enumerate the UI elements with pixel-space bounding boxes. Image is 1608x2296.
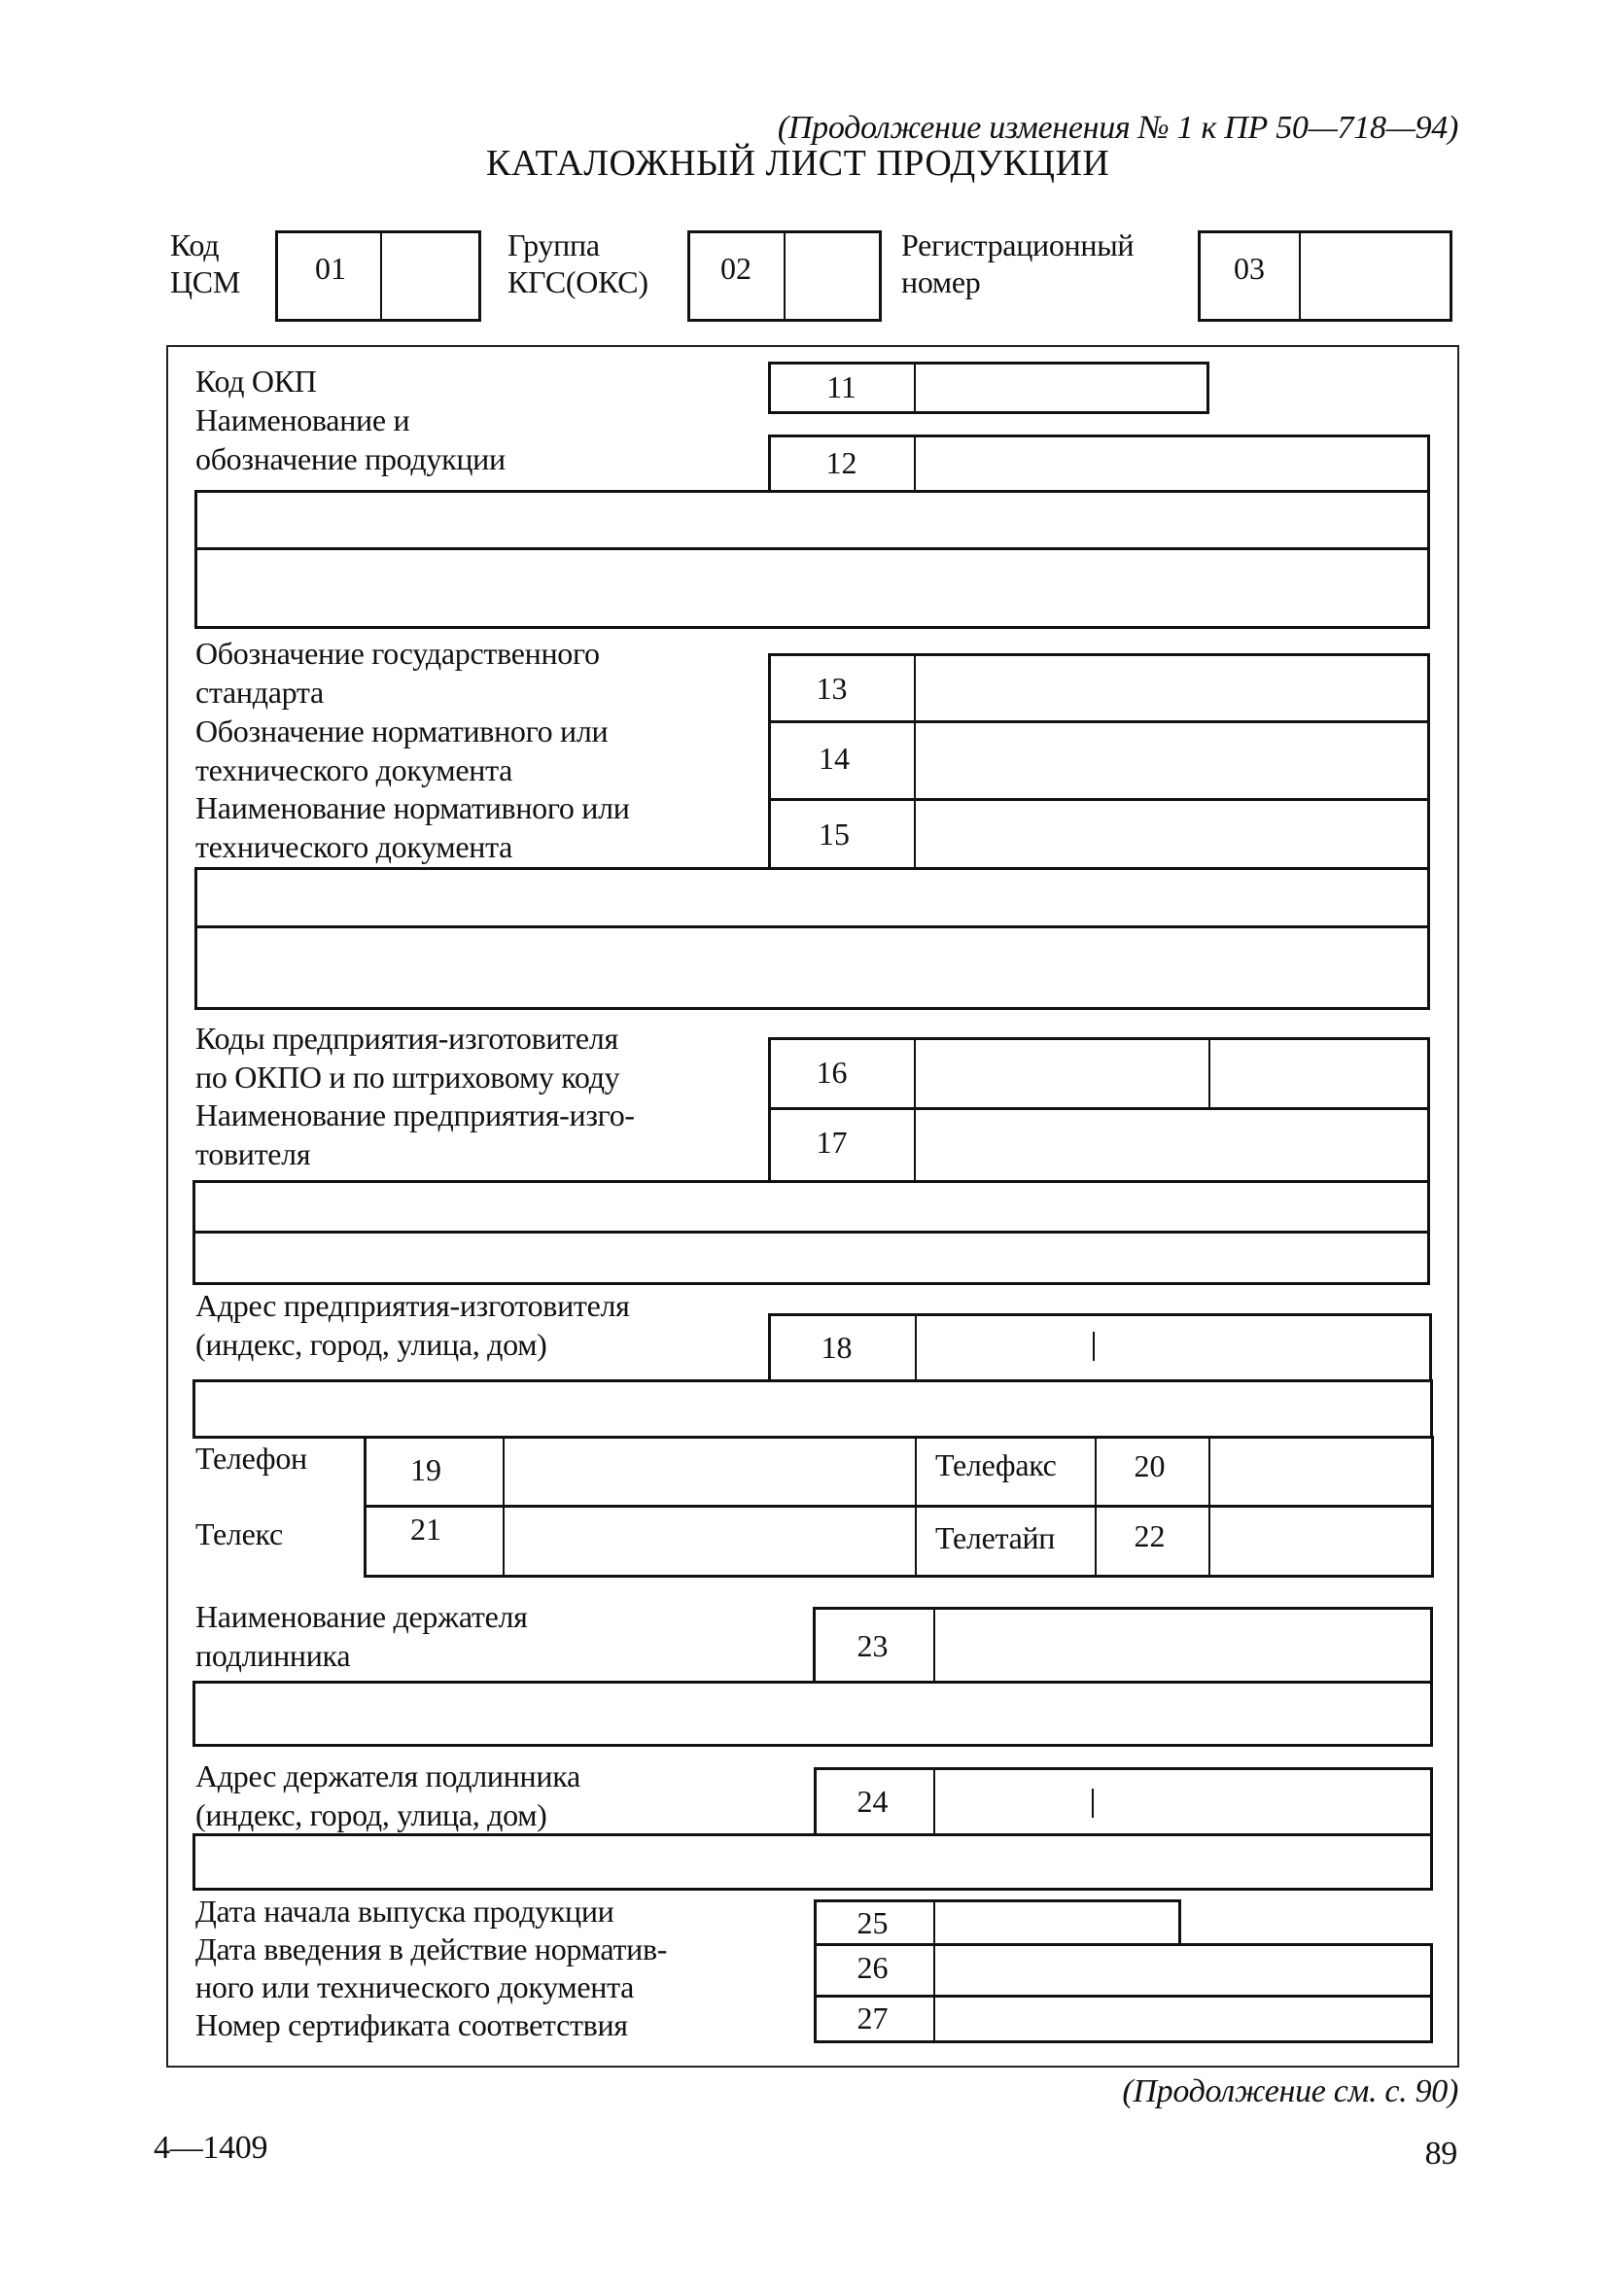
field-15-label-line2: технического документа	[195, 829, 513, 864]
field-21-input[interactable]	[507, 1508, 913, 1575]
field-13-code: 13	[816, 671, 848, 706]
field-02-input[interactable]	[787, 233, 879, 319]
continuation-header: (Продолжение изменения № 1 к ПР 50—718—94)	[777, 110, 1458, 146]
field-25-input[interactable]	[937, 1902, 1178, 1943]
field-27-code: 27	[856, 2000, 889, 2035]
field-15-input[interactable]	[918, 801, 1427, 867]
field-11-input[interactable]	[918, 365, 1206, 411]
field-26-code: 26	[856, 1950, 889, 1985]
field-14-label-line2: технического документа	[195, 752, 513, 787]
field-19-code: 19	[410, 1452, 441, 1487]
field-01-code: 01	[315, 251, 346, 286]
divider	[914, 436, 916, 491]
field-13-input[interactable]	[918, 656, 1427, 720]
field-20-input[interactable]	[1212, 1439, 1431, 1504]
field-14-input[interactable]	[918, 723, 1427, 798]
field-17-input[interactable]	[918, 1110, 1427, 1180]
field-02-label-line1: Группа	[507, 227, 600, 262]
field-23-label-line2: подлинника	[195, 1638, 351, 1673]
field-23-input[interactable]	[937, 1610, 1430, 1681]
field-24-tick-mark	[1092, 1789, 1094, 1818]
field-15-code: 15	[819, 817, 850, 852]
field-24-input[interactable]	[937, 1770, 1430, 1833]
field-21-code: 21	[410, 1512, 441, 1547]
field-25-label: Дата начала выпуска продукции	[195, 1894, 614, 1929]
field-17-label-line2: товителя	[195, 1136, 311, 1171]
divider	[503, 1438, 505, 1576]
field-03-code: 03	[1234, 251, 1265, 286]
divider	[1208, 1438, 1210, 1576]
continuation-footer: (Продолжение см. с. 90)	[1122, 2073, 1458, 2109]
field-23-continuation-row[interactable]	[192, 1681, 1433, 1747]
field-12-continuation-row-1[interactable]	[194, 490, 1430, 550]
field-17-continuation-row-1[interactable]	[192, 1180, 1430, 1234]
field-21-label: Телекс	[195, 1516, 283, 1551]
field-24-label-line2: (индекс, город, улица, дом)	[195, 1797, 547, 1832]
divider	[915, 1438, 917, 1576]
divider	[914, 722, 916, 799]
field-13-label-line2: стандарта	[195, 675, 324, 710]
divider	[914, 655, 916, 721]
field-01-label-line1: Код	[170, 227, 220, 262]
field-18-input[interactable]	[919, 1316, 1429, 1379]
divider	[933, 1769, 935, 1834]
field-24-continuation-row[interactable]	[192, 1833, 1433, 1891]
field-18-code: 18	[821, 1330, 853, 1365]
divider	[784, 233, 786, 319]
field-15-label-line1: Наименование нормативного или	[195, 790, 630, 825]
field-03-label-line2: номер	[901, 264, 981, 299]
field-23-label-line1: Наименование держателя	[195, 1599, 528, 1634]
field-16-okpo-input[interactable]	[918, 1040, 1206, 1107]
field-12-input[interactable]	[918, 437, 1427, 490]
field-24-label-line1: Адрес держателя подлинника	[195, 1758, 580, 1793]
field-16-code: 16	[816, 1055, 848, 1090]
field-23-code: 23	[856, 1628, 889, 1663]
field-15-continuation-row-2[interactable]	[194, 925, 1430, 1010]
field-13-label-line1: Обозначение государственного	[195, 636, 600, 671]
field-03-input[interactable]	[1303, 233, 1450, 319]
page-title: КАТАЛОЖНЫЙ ЛИСТ ПРОДУКЦИИ	[486, 143, 1110, 184]
field-22-label: Телетайп	[935, 1520, 1056, 1555]
field-18-continuation-row[interactable]	[192, 1379, 1433, 1439]
field-27-label: Номер сертификата соответствия	[195, 2007, 628, 2042]
field-20-label: Телефакс	[935, 1447, 1057, 1482]
field-17-code: 17	[816, 1125, 848, 1160]
field-18-label-line1: Адрес предприятия-изготовителя	[195, 1288, 630, 1323]
divider	[933, 1945, 935, 1996]
divider	[914, 364, 916, 412]
divider	[915, 1315, 917, 1380]
divider	[933, 1609, 935, 1682]
field-01-input[interactable]	[384, 233, 478, 319]
field-16-label-line1: Коды предприятия-изготовителя	[195, 1021, 618, 1056]
field-20-code: 20	[1134, 1448, 1166, 1483]
divider	[914, 1109, 916, 1181]
field-11-label: Код ОКП	[195, 364, 317, 399]
field-03-label-line1: Регистрационный	[901, 227, 1135, 262]
field-12-label-line1: Наименование и	[195, 402, 410, 437]
field-17-label-line1: Наименование предприятия-изго-	[195, 1097, 635, 1132]
field-26-label-line2: ного или технического документа	[195, 1969, 635, 2004]
field-17-continuation-row-2[interactable]	[192, 1231, 1430, 1285]
page-number: 89	[1424, 2136, 1457, 2172]
divider	[380, 233, 382, 319]
field-22-input[interactable]	[1212, 1508, 1431, 1575]
divider	[914, 800, 916, 868]
field-22-code: 22	[1134, 1518, 1166, 1553]
field-12-label-line2: обозначение продукции	[195, 441, 506, 476]
field-11-code: 11	[826, 369, 856, 404]
field-02-code: 02	[720, 251, 752, 286]
divider	[933, 1901, 935, 1944]
field-12-code: 12	[825, 445, 857, 480]
field-15-continuation-row-1[interactable]	[194, 867, 1430, 928]
divider	[1208, 1039, 1210, 1108]
field-14-label-line1: Обозначение нормативного или	[195, 713, 609, 748]
field-02-label-line2: КГС(ОКС)	[507, 264, 648, 299]
field-14-code: 14	[819, 741, 850, 776]
print-code: 4—1409	[154, 2130, 268, 2166]
field-26-input[interactable]	[937, 1946, 1430, 1995]
field-19-input[interactable]	[507, 1439, 913, 1504]
field-18-tick-mark	[1093, 1332, 1095, 1361]
field-19-label: Телефон	[195, 1441, 307, 1476]
divider	[933, 1997, 935, 2041]
field-16-label-line2: по ОКПО и по штриховому коду	[195, 1060, 620, 1095]
field-26-label-line1: Дата введения в действие норматив-	[195, 1931, 668, 1966]
field-24-code: 24	[856, 1784, 889, 1819]
divider	[914, 1039, 916, 1108]
field-18-label-line2: (индекс, город, улица, дом)	[195, 1327, 547, 1362]
field-12-continuation-row-2[interactable]	[194, 547, 1430, 629]
field-16-barcode-input[interactable]	[1212, 1040, 1427, 1107]
field-01-label-line2: ЦСМ	[170, 264, 241, 299]
divider	[1299, 233, 1301, 319]
divider	[1095, 1438, 1097, 1576]
field-25-code: 25	[856, 1905, 889, 1940]
field-27-input[interactable]	[937, 1998, 1430, 2040]
